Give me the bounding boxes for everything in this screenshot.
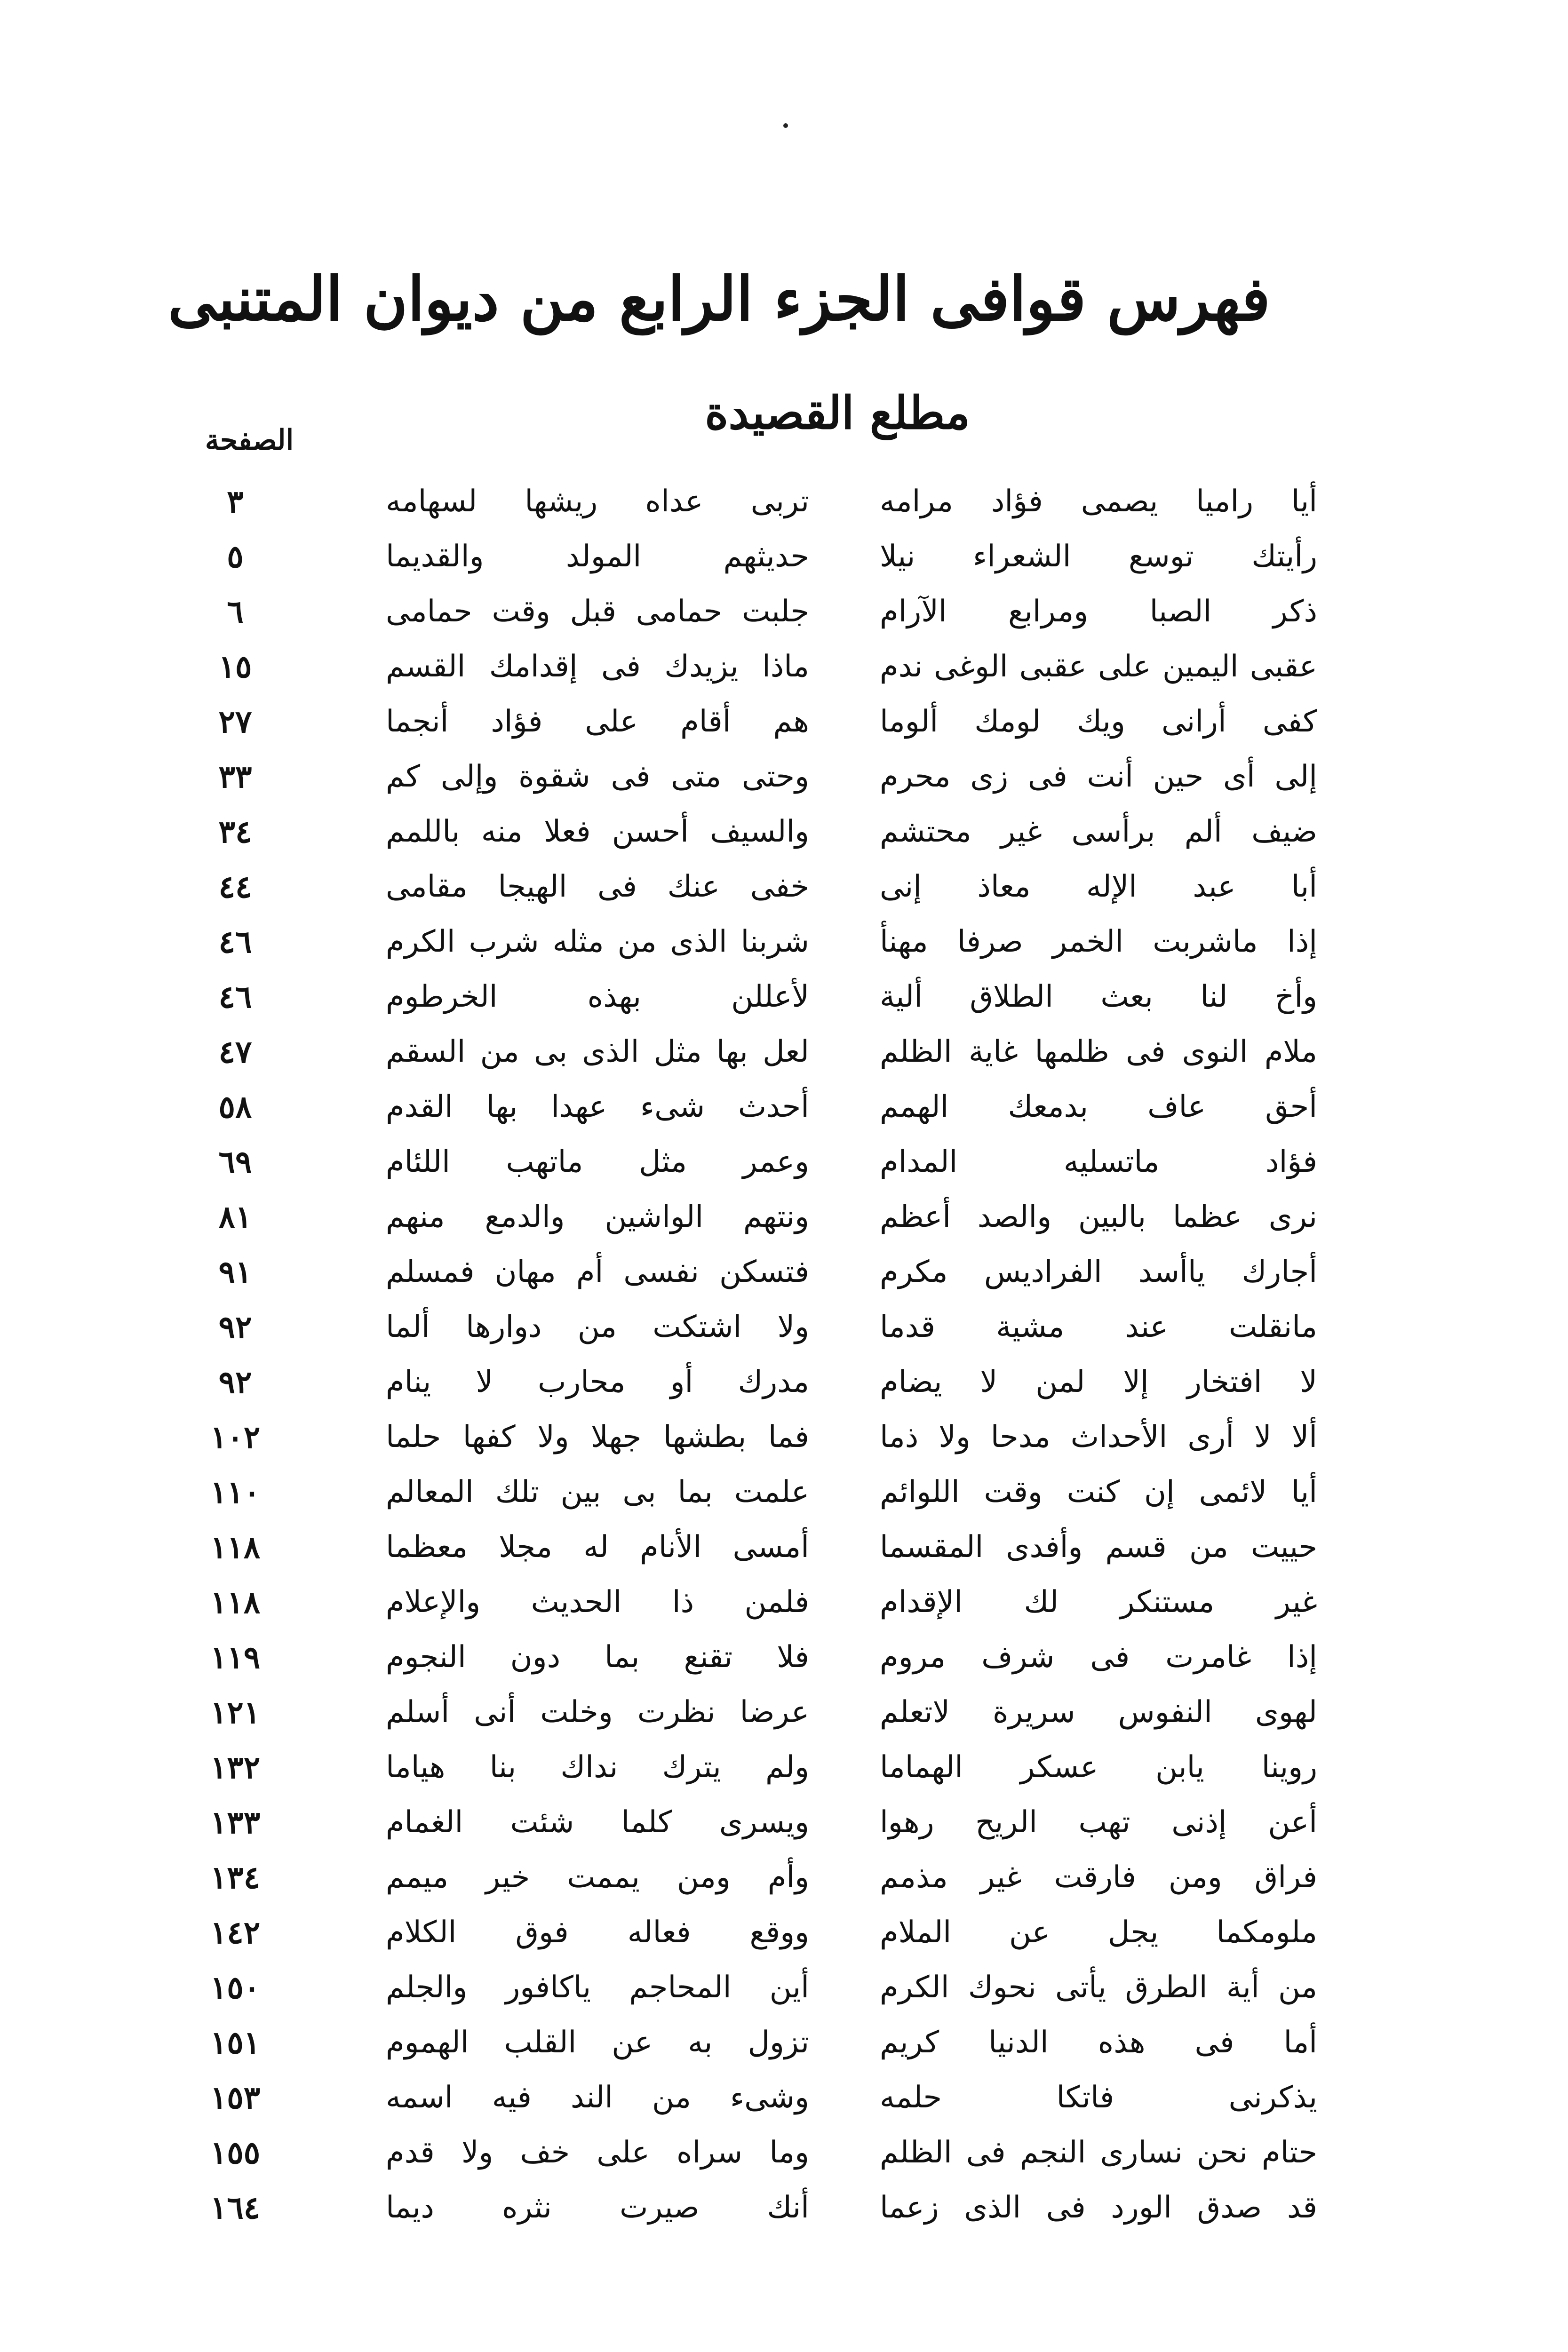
second-hemistich: ولا اشتكت من دوارها ألما bbox=[386, 1310, 809, 1344]
first-hemistich: أبا عبد الإله معاذ إنى bbox=[880, 869, 1317, 904]
table-row bbox=[0, 1300, 1568, 1355]
page-number: ١٥ bbox=[218, 648, 252, 685]
table-row bbox=[0, 474, 1568, 529]
second-hemistich: وحتى متى فى شقوة وإلى كم bbox=[386, 759, 809, 794]
first-hemistich: عقبى اليمين على عقبى الوغى ندم bbox=[880, 649, 1317, 684]
page-number: ١٥١ bbox=[210, 2024, 261, 2061]
first-hemistich: أما فى هذه الدنيا كريم bbox=[880, 2025, 1317, 2060]
table-row bbox=[0, 1025, 1568, 1080]
second-hemistich: فتسكن نفسى أم مهان فمسلم bbox=[386, 1255, 809, 1289]
second-hemistich: ويسرى كلما شئت الغمام bbox=[386, 1805, 809, 1840]
first-hemistich: غير مستنكر لك الإقدام bbox=[880, 1585, 1317, 1620]
second-hemistich: ولم يترك نداك بنا هياما bbox=[386, 1750, 809, 1785]
page-number: ١١٠ bbox=[210, 1474, 261, 1510]
second-hemistich: وعمر مثل ماتهب اللئام bbox=[386, 1144, 809, 1179]
page-number: ٣٤ bbox=[218, 813, 252, 850]
second-hemistich: أمسى الأنام له مجلا معظما bbox=[386, 1530, 809, 1565]
page-number: ٢٧ bbox=[218, 703, 252, 740]
page-number: ٤٧ bbox=[218, 1033, 252, 1070]
table-row bbox=[0, 1795, 1568, 1850]
second-hemistich: ماذا يزيدك فى إقدامك القسم bbox=[386, 649, 809, 684]
page-number: ٩٢ bbox=[218, 1309, 252, 1345]
second-hemistich: ووقع فعاله فوق الكلام bbox=[386, 1915, 809, 1950]
page-number: ٦٩ bbox=[218, 1144, 252, 1180]
page-number: ٥٨ bbox=[218, 1089, 252, 1125]
table-row bbox=[0, 1850, 1568, 1905]
page-number: ٤٤ bbox=[218, 868, 252, 905]
table-row bbox=[0, 1355, 1568, 1410]
page-number: ٣ bbox=[227, 483, 244, 520]
page-number: ٣٣ bbox=[218, 758, 252, 795]
second-hemistich: فلا تقنع بما دون النجوم bbox=[386, 1640, 809, 1675]
first-hemistich: روينا يابن عسكر الهماما bbox=[880, 1750, 1317, 1785]
table-row bbox=[0, 2180, 1568, 2235]
table-row bbox=[0, 969, 1568, 1025]
first-hemistich: قد صدق الورد فى الذى زعما bbox=[880, 2190, 1317, 2225]
second-hemistich: عرضا نظرت وخلت أنى أسلم bbox=[386, 1695, 809, 1730]
column-heading-opening: مطلع القصيدة bbox=[705, 386, 970, 439]
table-row bbox=[0, 2015, 1568, 2070]
table-row bbox=[0, 529, 1568, 584]
second-hemistich: لأعللن بهذه الخرطوم bbox=[386, 979, 809, 1014]
second-hemistich: حديثهم المولد والقديما bbox=[386, 539, 809, 574]
first-hemistich: رأيتك توسع الشعراء نيلا bbox=[880, 539, 1317, 574]
page-number: ٤٦ bbox=[218, 923, 252, 960]
page-number: ١١٨ bbox=[210, 1529, 261, 1565]
first-hemistich: حييت من قسم وأفدى المقسما bbox=[880, 1530, 1317, 1565]
table-row bbox=[0, 1905, 1568, 1960]
table-row bbox=[0, 804, 1568, 859]
page-number: ١٦٤ bbox=[210, 2189, 261, 2226]
table-row bbox=[0, 2070, 1568, 2125]
table-row bbox=[0, 859, 1568, 914]
first-hemistich: ضيف ألم برأسى غير محتشم bbox=[880, 814, 1317, 849]
page-number: ٥ bbox=[227, 538, 244, 575]
table-row bbox=[0, 639, 1568, 694]
first-hemistich: لهوى النفوس سريرة لاتعلم bbox=[880, 1695, 1317, 1730]
second-hemistich: تزول به عن القلب الهموم bbox=[386, 2025, 809, 2060]
first-hemistich: إذا ماشربت الخمر صرفا مهنأ bbox=[880, 924, 1317, 959]
second-hemistich: فلمن ذا الحديث والإعلام bbox=[386, 1585, 809, 1620]
second-hemistich: فما بطشها جهلا ولا كفها حلما bbox=[386, 1420, 809, 1454]
second-hemistich: تربى عداه ريشها لسهامه bbox=[386, 484, 809, 519]
second-hemistich: علمت بما بى بين تلك المعالم bbox=[386, 1475, 809, 1510]
first-hemistich: أجارك ياأسد الفراديس مكرم bbox=[880, 1255, 1317, 1289]
page-number: ١٥٠ bbox=[210, 1969, 261, 2006]
first-hemistich: ملام النوى فى ظلمها غاية الظلم bbox=[880, 1034, 1317, 1069]
second-hemistich: أين المحاجم ياكافور والجلم bbox=[386, 1970, 809, 2005]
second-hemistich: وأم ومن يممت خير ميمم bbox=[386, 1860, 809, 1895]
page-number: ١٣٣ bbox=[210, 1804, 261, 1841]
second-hemistich: أنك صيرت نثره ديما bbox=[386, 2190, 809, 2225]
second-hemistich: جلبت حمامى قبل وقت حمامى bbox=[386, 594, 809, 629]
second-hemistich: والسيف أحسن فعلا منه باللمم bbox=[386, 814, 809, 849]
page-number: ١٥٣ bbox=[210, 2079, 261, 2116]
second-hemistich: خفى عنك فى الهيجا مقامى bbox=[386, 869, 809, 904]
table-row bbox=[0, 1080, 1568, 1135]
first-hemistich: نرى عظما بالبين والصد أعظم bbox=[880, 1200, 1317, 1234]
first-hemistich: لا افتخار إلا لمن لا يضام bbox=[880, 1365, 1317, 1399]
page-number: ١٠٢ bbox=[210, 1419, 261, 1455]
table-row bbox=[0, 1575, 1568, 1630]
second-hemistich: وشىء من الند فيه اسمه bbox=[386, 2080, 809, 2115]
table-row bbox=[0, 1630, 1568, 1685]
second-hemistich: مدرك أو محارب لا ينام bbox=[386, 1365, 809, 1399]
table-row bbox=[0, 749, 1568, 804]
second-hemistich: وما سراه على خف ولا قدم bbox=[386, 2135, 809, 2170]
first-hemistich: من أية الطرق يأتى نحوك الكرم bbox=[880, 1970, 1317, 2005]
second-hemistich: لعل بها مثل الذى بى من السقم bbox=[386, 1034, 809, 1069]
first-hemistich: إلى أى حين أنت فى زى محرم bbox=[880, 759, 1317, 794]
table-row bbox=[0, 584, 1568, 639]
first-hemistich: أحق عاف بدمعك الهمم bbox=[880, 1089, 1317, 1124]
page-number: ٩٢ bbox=[218, 1364, 252, 1400]
column-heading-page: الصفحة bbox=[205, 424, 294, 457]
page-number: ٩١ bbox=[218, 1254, 252, 1290]
page-number: ٦ bbox=[227, 593, 244, 630]
page-number: ١٣٤ bbox=[210, 1859, 261, 1896]
page-number: ١٤٢ bbox=[210, 1914, 261, 1951]
table-row bbox=[0, 1190, 1568, 1245]
page-title: فهرس قوافى الجزء الرابع من ديوان المتنبى bbox=[167, 264, 1270, 334]
page-number: ١٢١ bbox=[210, 1694, 261, 1731]
table-row bbox=[0, 1410, 1568, 1465]
first-hemistich: ذكر الصبا ومرابع الآرام bbox=[880, 594, 1317, 629]
table-row bbox=[0, 694, 1568, 749]
page-number: ١١٩ bbox=[210, 1639, 261, 1676]
first-hemistich: إذا غامرت فى شرف مروم bbox=[880, 1640, 1317, 1675]
first-hemistich: فراق ومن فارقت غير مذمم bbox=[880, 1860, 1317, 1895]
second-hemistich: ونتهم الواشين والدمع منهم bbox=[386, 1200, 809, 1234]
first-hemistich: وأخ لنا بعث الطلاق ألية bbox=[880, 979, 1317, 1014]
table-row bbox=[0, 1685, 1568, 1740]
page-number: ٨١ bbox=[218, 1199, 252, 1235]
table-row bbox=[0, 914, 1568, 969]
first-hemistich: ألا لا أرى الأحداث مدحا ولا ذما bbox=[880, 1420, 1317, 1454]
table-row bbox=[0, 1465, 1568, 1520]
table-row bbox=[0, 1740, 1568, 1795]
table-row bbox=[0, 1520, 1568, 1575]
table-row bbox=[0, 1245, 1568, 1300]
table-row bbox=[0, 1960, 1568, 2015]
first-hemistich: كفى أرانى ويك لومك ألوما bbox=[880, 704, 1317, 739]
first-hemistich: يذكرنى فاتكا حلمه bbox=[880, 2080, 1317, 2115]
index-table bbox=[0, 474, 1568, 2235]
top-dot-mark bbox=[783, 123, 788, 128]
second-hemistich: أحدث شىء عهدا بها القدم bbox=[386, 1089, 809, 1124]
first-hemistich: حتام نحن نسارى النجم فى الظلم bbox=[880, 2135, 1317, 2170]
second-hemistich: شربنا الذى من مثله شرب الكرم bbox=[386, 924, 809, 959]
page-number: ٤٦ bbox=[218, 978, 252, 1015]
first-hemistich: مانقلت عند مشية قدما bbox=[880, 1310, 1317, 1344]
first-hemistich: أيا راميا يصمى فؤاد مرامه bbox=[880, 484, 1317, 519]
second-hemistich: هم أقام على فؤاد أنجما bbox=[386, 704, 809, 739]
page-number: ١٥٥ bbox=[210, 2134, 261, 2171]
table-row bbox=[0, 1135, 1568, 1190]
table-row bbox=[0, 2125, 1568, 2180]
first-hemistich: ملومكما يجل عن الملام bbox=[880, 1915, 1317, 1950]
page-number: ١٣٢ bbox=[210, 1749, 261, 1786]
first-hemistich: أيا لائمى إن كنت وقت اللوائم bbox=[880, 1475, 1317, 1510]
page-number: ١١٨ bbox=[210, 1584, 261, 1621]
first-hemistich: أعن إذنى تهب الريح رهوا bbox=[880, 1805, 1317, 1840]
first-hemistich: فؤاد ماتسليه المدام bbox=[880, 1144, 1317, 1179]
